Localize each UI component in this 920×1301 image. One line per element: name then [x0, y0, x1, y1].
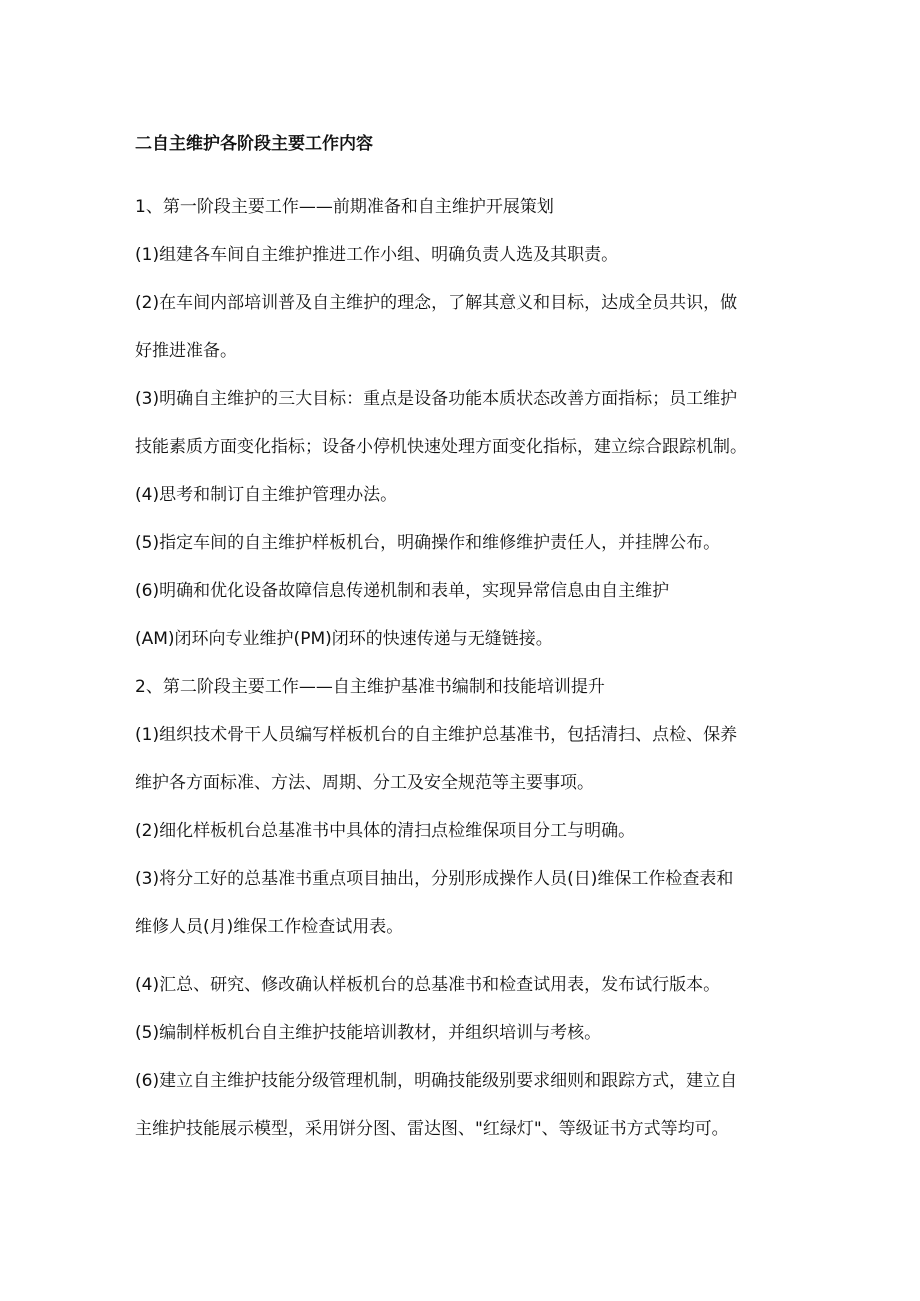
- text-line: (1)组建各车间自主维护推进工作小组、明确负责人选及其职责。: [135, 245, 619, 265]
- text-line: (6)明确和优化设备故障信息传递机制和表单，实现异常信息由自主维护: [135, 581, 670, 601]
- paragraph-stage1-item1: [135, 231, 795, 279]
- text-line: 2、第二阶段主要工作——自主维护基准书编制和技能培训提升: [135, 677, 605, 697]
- paragraph-stage2-item3: [135, 855, 795, 951]
- paragraph-stage2-title: [135, 663, 795, 711]
- text-line: 技能素质方面变化指标；设备小停机快速处理方面变化指标，建立综合跟踪机制。: [135, 437, 747, 457]
- text-line: (4)思考和制订自主维护管理办法。: [135, 485, 398, 505]
- text-line: (3)将分工好的总基准书重点项目抽出，分别形成操作人员(日)维保工作检查表和: [135, 869, 734, 889]
- section-heading: 二自主维护各阶段主要工作内容: [135, 134, 373, 154]
- paragraph-stage1-item4: [135, 471, 795, 519]
- paragraph-stage1-title: [135, 183, 795, 231]
- paragraph-stage1-item2: [135, 279, 795, 375]
- text-line: (1)组织技术骨干人员编写样板机台的自主维护总基准书，包括清扫、点检、保养: [135, 725, 738, 745]
- text-line: 主维护技能展示模型，采用饼分图、雷达图、"红绿灯"、等级证书方式等均可。: [135, 1119, 729, 1139]
- text-line: (3)明确自主维护的三大目标：重点是设备功能本质状态改善方面指标；员工维护: [135, 389, 738, 409]
- paragraph-stage1-item6: [135, 567, 795, 663]
- text-line: (5)指定车间的自主维护样板机台，明确操作和维修维护责任人，并挂牌公布。: [135, 533, 721, 553]
- paragraph-stage2-item4: [135, 961, 795, 1009]
- paragraph-stage1-item3: [135, 375, 795, 471]
- paragraph-stage1-item5: [135, 519, 795, 567]
- text-line: (5)编制样板机台自主维护技能培训教材，并组织培训与考核。: [135, 1023, 602, 1043]
- text-line: (4)汇总、研究、修改确认样板机台的总基准书和检查试用表，发布试行版本。: [135, 975, 721, 995]
- text-line: 好推进准备。: [135, 341, 237, 361]
- text-line: 维护各方面标准、方法、周期、分工及安全规范等主要事项。: [135, 773, 594, 793]
- text-line: 1、第一阶段主要工作——前期准备和自主维护开展策划: [135, 197, 554, 217]
- text-line: (6)建立自主维护技能分级管理机制，明确技能级别要求细则和跟踪方式，建立自: [135, 1071, 738, 1091]
- paragraph-stage2-item2: [135, 807, 795, 855]
- text-line: (2)细化样板机台总基准书中具体的清扫点检维保项目分工与明确。: [135, 821, 636, 841]
- text-line: (AM)闭环向专业维护(PM)闭环的快速传递与无缝链接。: [135, 629, 553, 649]
- document-body: [135, 130, 795, 1153]
- paragraph-stage2-item6: [135, 1057, 795, 1153]
- text-line: 维修人员(月)维保工作检查试用表。: [135, 917, 404, 937]
- paragraph-stage2-item1: [135, 711, 795, 807]
- text-line: (2)在车间内部培训普及自主维护的理念，了解其意义和目标，达成全员共识，做: [135, 293, 738, 313]
- paragraph-stage2-item5: [135, 1009, 795, 1057]
